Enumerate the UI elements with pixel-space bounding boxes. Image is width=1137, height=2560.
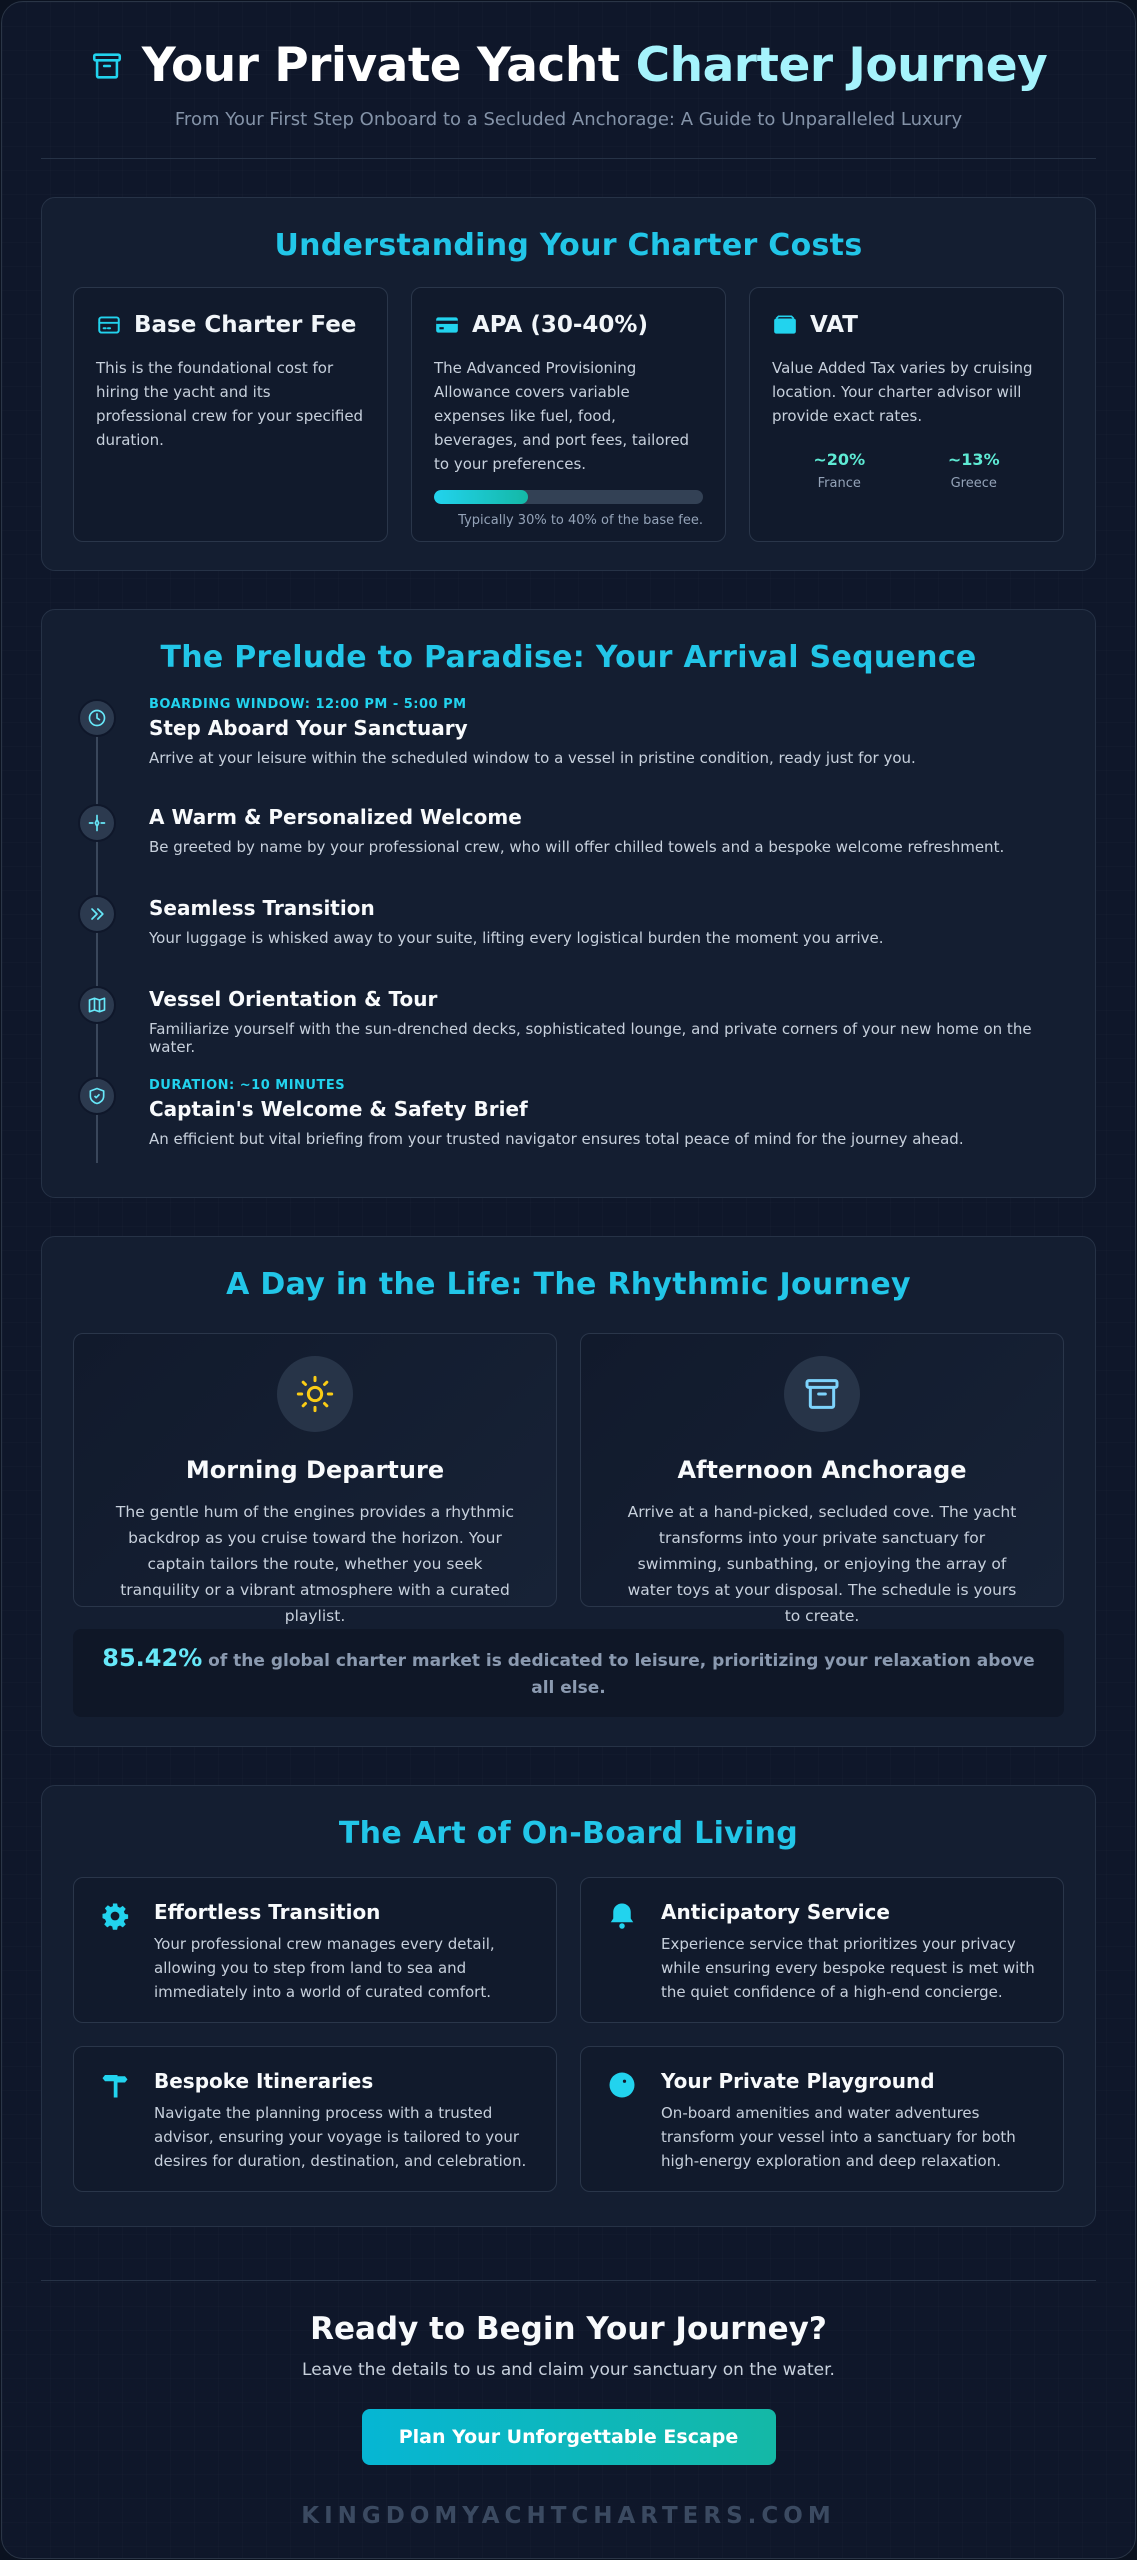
credit-card-icon	[434, 312, 460, 338]
arrival-timeline	[73, 697, 1064, 1152]
living-card	[73, 2046, 557, 2192]
archive-box-icon	[802, 1374, 842, 1414]
step-desc: An efficient but vital briefing from your trusted navigator ensures total peace of mind for the journey ahead.	[149, 1130, 964, 1148]
vat-rate-france	[813, 450, 865, 491]
living-section	[41, 1785, 1096, 2227]
page	[1, 1, 1136, 2559]
arrival-section	[41, 609, 1096, 1198]
archive-box-icon	[90, 49, 124, 83]
living-card-title: Your Private Playground	[661, 2069, 935, 2093]
step-desc: Familiarize yourself with the sun-drenched decks, sophisticated lounge, and private corners of your new home on the water.	[149, 1020, 1032, 1056]
sun-icon	[295, 1374, 335, 1414]
apa-progress-fill	[434, 490, 528, 504]
cost-card-desc: This is the foundational cost for hiring the yacht and its professional crew for your specified duration.	[96, 359, 364, 449]
costs-title: Understanding Your Charter Costs	[274, 228, 863, 263]
day-card-title: Afternoon Anchorage	[677, 1456, 967, 1484]
bell-icon	[607, 1901, 637, 1931]
cost-card-title: Base Charter Fee	[134, 312, 357, 338]
stat-text: of the global charter market is dedicated to leisure, prioritizing your relaxation above all else.	[208, 1651, 1035, 1698]
globe-icon	[607, 2070, 637, 2100]
double-chevron-icon	[87, 904, 107, 924]
page-subtitle: From Your First Step Onboard to a Secluded Anchorage: A Guide to Unparalleled Luxury	[174, 109, 963, 130]
day-card-title: Morning Departure	[185, 1456, 445, 1484]
living-card-desc: Navigate the planning process with a trusted advisor, ensuring your voyage is tailored to your desires for duration, destination, and celebration.	[154, 2104, 527, 2170]
step-kicker: BOARDING WINDOW: 12:00 PM - 5:00 PM	[149, 697, 467, 712]
step-title: Step Aboard Your Sanctuary	[149, 716, 468, 740]
title-part-white: Your Private Yacht	[141, 38, 620, 93]
living-title: The Art of On-Board Living	[338, 1816, 799, 1851]
shield-check-icon	[87, 1086, 107, 1106]
day-card-desc: Arrive at a hand-picked, secluded cove. The yacht transforms into your private sanctuary for swimming, sunbathing, or enjoying the array of water toys at your disposal. The schedule is yours to create.	[627, 1503, 1017, 1625]
archive-box-icon	[96, 312, 122, 338]
cta-subtitle: Leave the details to us and claim your sanctuary on the water.	[302, 2360, 835, 2380]
title-part-cyan: Charter Journey	[635, 38, 1048, 93]
living-card-title: Bespoke Itineraries	[154, 2069, 374, 2093]
living-card-title: Anticipatory Service	[661, 1900, 890, 1924]
clock-icon	[87, 708, 107, 728]
timeline-step	[73, 970, 1064, 1061]
footer	[41, 2280, 1096, 2529]
cost-card-desc: The Advanced Provisioning Allowance covers variable expenses like fuel, food, beverages, and port fees, tailored to your preferences.	[434, 359, 690, 473]
signpost-icon	[100, 2070, 130, 2100]
living-card-title: Effortless Transition	[154, 1900, 381, 1924]
cost-card-base-fee	[73, 287, 388, 542]
page-title	[142, 38, 1048, 93]
plan-escape-button[interactable]: Plan Your Unforgettable Escape	[362, 2409, 776, 2465]
cta-title: Ready to Begin Your Journey?	[310, 2311, 827, 2347]
living-card	[580, 1877, 1064, 2023]
gear-icon	[100, 1901, 130, 1931]
arrival-title: The Prelude to Paradise: Your Arrival Sequence	[160, 640, 977, 675]
timeline-step	[73, 879, 1064, 970]
day-section	[41, 1236, 1096, 1747]
market-stat-box	[73, 1629, 1064, 1717]
cost-card-apa	[411, 287, 726, 542]
day-title: A Day in the Life: The Rhythmic Journey	[226, 1267, 911, 1302]
day-card-morning	[73, 1333, 557, 1625]
cost-card-vat	[749, 287, 1064, 542]
costs-section	[41, 197, 1096, 571]
apa-progress-bar	[434, 490, 703, 504]
step-title: A Warm & Personalized Welcome	[149, 805, 522, 829]
vat-rate-value: ~20%	[813, 450, 866, 469]
timeline-step	[73, 1061, 1064, 1152]
stat-value: 85.42%	[102, 1644, 203, 1672]
timeline-step	[73, 788, 1064, 879]
step-title: Vessel Orientation & Tour	[149, 987, 438, 1011]
step-title: Captain's Welcome & Safety Brief	[149, 1097, 528, 1121]
vat-rate-value: ~13%	[947, 450, 1000, 469]
brand-url: KINGDOMYACHTCHARTERS.COM	[301, 2503, 836, 2529]
living-card-desc: On-board amenities and water adventures transform your vessel into a sanctuary for both high-energy exploration and deep relaxation.	[661, 2104, 1016, 2170]
cost-card-title: VAT	[810, 312, 858, 338]
vat-rate-greece	[948, 450, 1000, 491]
timeline-step	[73, 697, 1064, 788]
cost-card-desc: Value Added Tax varies by cruising location. Your charter advisor will provide exact rates.	[772, 359, 1033, 425]
day-card-desc: The gentle hum of the engines provides a rhythmic backdrop as you cruise toward the horizon. Your captain tailors the route, whether you seek tranquility or a vibrant atmosphere with a curated playlist.	[115, 1503, 515, 1625]
day-card-afternoon	[580, 1333, 1064, 1625]
living-card-desc: Your professional crew manages every detail, allowing you to step from land to sea and immediately into a world of curated comfort.	[154, 1935, 495, 2001]
living-card	[73, 1877, 557, 2023]
step-desc: Your luggage is whisked away to your suite, lifting every logistical burden the moment you arrive.	[149, 929, 884, 947]
step-desc: Arrive at your leisure within the scheduled window to a vessel in pristine condition, ready just for you.	[149, 749, 916, 767]
sparkle-icon	[87, 813, 107, 833]
page-header	[41, 2, 1096, 159]
vat-rate-country: Greece	[950, 476, 997, 491]
step-desc: Be greeted by name by your professional crew, who will offer chilled towels and a bespoke welcome refreshment.	[149, 838, 1005, 856]
cost-card-title: APA (30-40%)	[472, 312, 648, 338]
living-card	[580, 2046, 1064, 2192]
wallet-icon	[772, 312, 798, 338]
step-kicker: DURATION: ~10 MINUTES	[149, 1078, 346, 1093]
map-icon	[87, 995, 107, 1015]
step-title: Seamless Transition	[149, 896, 375, 920]
living-card-desc: Experience service that prioritizes your privacy while ensuring every bespoke request is met with the quiet confidence of a high-end concierge.	[661, 1935, 1035, 2001]
vat-rate-country: France	[817, 476, 861, 491]
apa-note: Typically 30% to 40% of the base fee.	[458, 513, 703, 528]
